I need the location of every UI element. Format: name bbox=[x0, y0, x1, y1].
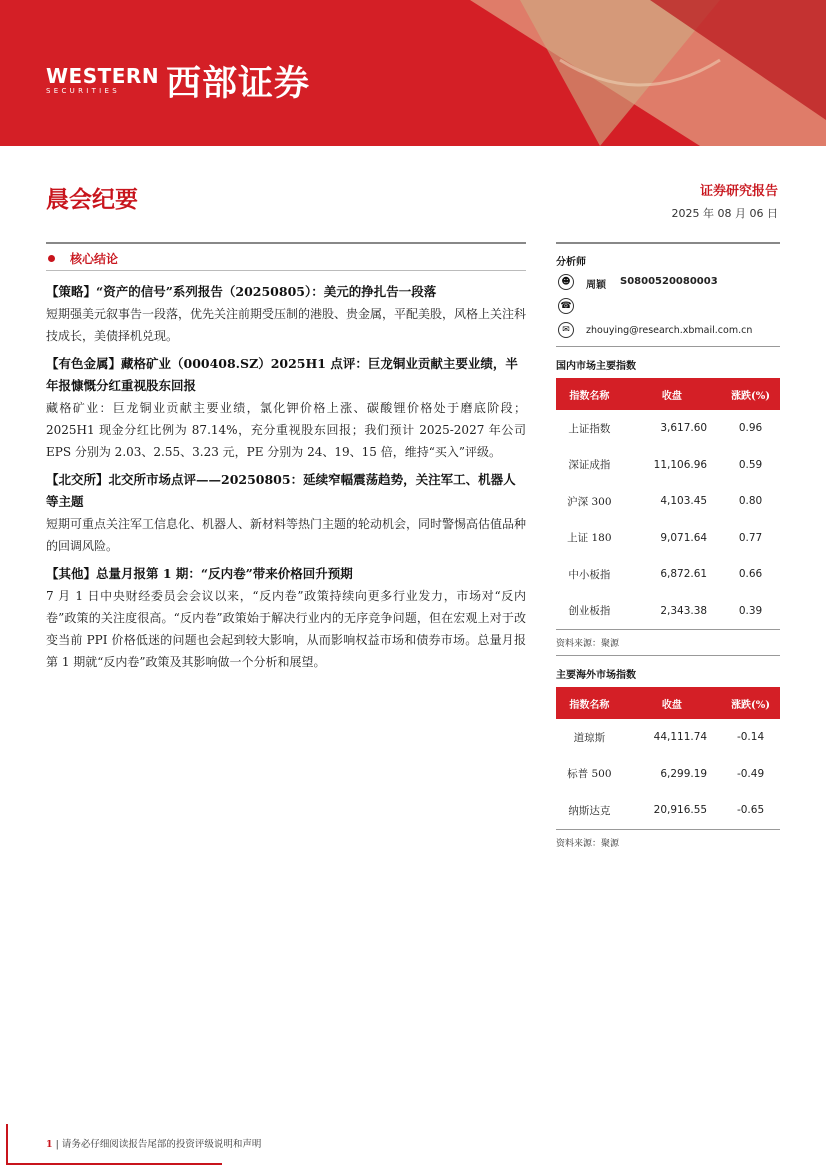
close-value: 11,106.96 bbox=[653, 458, 708, 471]
item-heading: 【有色金属】藏格矿业（000408.SZ）2025H1 点评：巨龙铜业贡献主要业绩，半年报慷慨分红重视股东回报 bbox=[46, 356, 518, 393]
index-name: 上证指数 bbox=[568, 422, 611, 435]
index-name: 深证成指 bbox=[568, 459, 611, 472]
change-value: 0.59 bbox=[738, 458, 763, 471]
item-heading: 【北交所】北交所市场点评——20250805：延续窄幅震荡趋势，关注军工、机器人等主题 bbox=[46, 472, 516, 509]
close-value: 9,071.64 bbox=[660, 531, 708, 544]
index-name: 创业板指 bbox=[568, 605, 611, 618]
logo-english: WESTERN bbox=[46, 64, 160, 88]
close-value: 4,103.45 bbox=[660, 495, 708, 508]
overseas-table-title: 主要海外市场指数 bbox=[556, 670, 636, 681]
page-number: 1 bbox=[46, 1139, 53, 1150]
close-value: 44,111.74 bbox=[653, 731, 708, 744]
section-title: 核心结论 bbox=[70, 252, 119, 266]
table-row bbox=[556, 483, 780, 520]
table-row bbox=[556, 520, 780, 557]
document-type: 证券研究报告 bbox=[699, 184, 778, 199]
header-banner bbox=[0, 0, 826, 146]
table-header-row bbox=[556, 687, 780, 719]
domestic-index-table bbox=[556, 378, 780, 629]
table-row bbox=[556, 410, 780, 447]
divider bbox=[556, 829, 780, 830]
column-header: 收盘 bbox=[623, 378, 721, 410]
divider bbox=[556, 629, 780, 630]
phone-row bbox=[556, 296, 780, 316]
change-value: 0.80 bbox=[738, 495, 763, 508]
table-row bbox=[556, 556, 780, 593]
divider bbox=[556, 655, 780, 656]
analyst-name: 周颖 bbox=[586, 280, 606, 291]
email-row bbox=[556, 320, 780, 340]
index-name: 沪深 300 bbox=[567, 495, 612, 508]
column-header: 指数名称 bbox=[556, 378, 623, 410]
column-header: 收盘 bbox=[623, 687, 721, 719]
person-icon: ☻ bbox=[558, 274, 574, 290]
analyst-label: 分析师 bbox=[556, 257, 586, 268]
column-header: 涨跌(%) bbox=[721, 687, 780, 719]
footer-accent-line bbox=[6, 1124, 8, 1164]
footer-separator: | bbox=[55, 1139, 62, 1150]
domestic-table-title: 国内市场主要指数 bbox=[556, 361, 636, 372]
change-value: 0.39 bbox=[738, 604, 763, 617]
logo-subtitle: SECURITIES bbox=[46, 87, 121, 95]
index-name: 中小板指 bbox=[568, 568, 611, 581]
summary-item bbox=[46, 353, 526, 463]
divider bbox=[556, 346, 780, 347]
analyst-license: S0800520080003 bbox=[620, 276, 718, 287]
item-body: 藏格矿业：巨龙铜业贡献主要业绩，氯化钾价格上涨、碳酸锂价格处于磨底阶段；2025H1 现金分红比例为 87.14%，充分重视股东回报；我们预计 2025-2027 年公司 EPS 分别为 2.03、2.55、3.23 元，PE 分别为 24、19、15 倍，维持“买入”评级。 bbox=[46, 401, 526, 459]
divider bbox=[46, 242, 526, 244]
close-value: 20,916.55 bbox=[653, 804, 708, 817]
change-value: 0.96 bbox=[738, 422, 763, 435]
table-row bbox=[556, 719, 780, 756]
footer-accent-line bbox=[6, 1163, 222, 1165]
summary-item bbox=[46, 469, 526, 557]
bullet-dot-icon bbox=[48, 255, 55, 262]
company-logo bbox=[46, 66, 159, 96]
analyst-row bbox=[556, 272, 780, 292]
summary-item bbox=[46, 281, 526, 347]
divider bbox=[556, 242, 780, 244]
column-header: 指数名称 bbox=[556, 687, 623, 719]
logo-chinese: 西部证券 bbox=[166, 64, 311, 104]
change-value: 0.77 bbox=[738, 531, 763, 544]
index-name: 上证 180 bbox=[567, 532, 612, 545]
index-name: 道琼斯 bbox=[573, 731, 606, 744]
item-heading: 【其他】总量月报第 1 期：“反内卷”带来价格回升预期 bbox=[46, 566, 353, 581]
table-row bbox=[556, 593, 780, 630]
close-value: 3,617.60 bbox=[660, 422, 708, 435]
item-heading: 【策略】“资产的信号”系列报告（20250805）：美元的挣扎告一段落 bbox=[46, 284, 437, 299]
table-row bbox=[556, 447, 780, 484]
overseas-index-table bbox=[556, 687, 780, 829]
document-date: 2025 年 08 月 06 日 bbox=[671, 207, 778, 220]
page-footer bbox=[46, 1136, 261, 1150]
item-body: 短期可重点关注军工信息化、机器人、新材料等热门主题的轮动机会，同时警惕高估值品种的回调风险。 bbox=[46, 517, 527, 553]
footer-disclaimer: 请务必仔细阅读报告尾部的投资评级说明和声明 bbox=[61, 1139, 262, 1150]
sidebar bbox=[556, 242, 780, 849]
change-value: 0.66 bbox=[738, 568, 763, 581]
change-value: -0.65 bbox=[736, 804, 765, 817]
section-header bbox=[46, 248, 526, 271]
summary-item bbox=[46, 563, 526, 673]
close-value: 6,299.19 bbox=[660, 767, 708, 780]
main-content bbox=[46, 281, 526, 679]
table-source: 资料来源：聚源 bbox=[556, 639, 620, 649]
mail-icon: ✉ bbox=[558, 322, 574, 338]
close-value: 2,343.38 bbox=[660, 604, 708, 617]
column-header: 涨跌(%) bbox=[721, 378, 780, 410]
item-body: 短期强美元叙事告一段落，优先关注前期受压制的港股、贵金属，平配美股，风格上关注科技成长，美债择机兑现。 bbox=[46, 307, 527, 343]
close-value: 6,872.61 bbox=[660, 568, 708, 581]
change-value: -0.49 bbox=[736, 767, 765, 780]
change-value: -0.14 bbox=[736, 731, 765, 744]
table-source: 资料来源：聚源 bbox=[556, 838, 620, 849]
index-name: 纳斯达克 bbox=[568, 804, 611, 817]
table-row bbox=[556, 756, 780, 793]
table-row bbox=[556, 792, 780, 829]
index-name: 标普 500 bbox=[567, 768, 612, 781]
table-header-row bbox=[556, 378, 780, 410]
document-title: 晨会纪要 bbox=[46, 186, 138, 213]
phone-icon: ☎ bbox=[558, 298, 574, 314]
item-body: 7 月 1 日中央财经委员会会议以来，“反内卷”政策持续向更多行业发力，市场对“反内卷”政策的关注度很高。“反内卷”政策始于解决行业内的无序竞争问题，但在宏观上对于改变当前 PPI 价格低迷的问题也会起到较大影响，从而影响权益市场和债券市场。总量月报第 1 期就“反内卷”政策及其影响做一个分析和展望。 bbox=[46, 589, 526, 669]
analyst-email[interactable]: zhouying@research.xbmail.com.cn bbox=[586, 325, 753, 336]
